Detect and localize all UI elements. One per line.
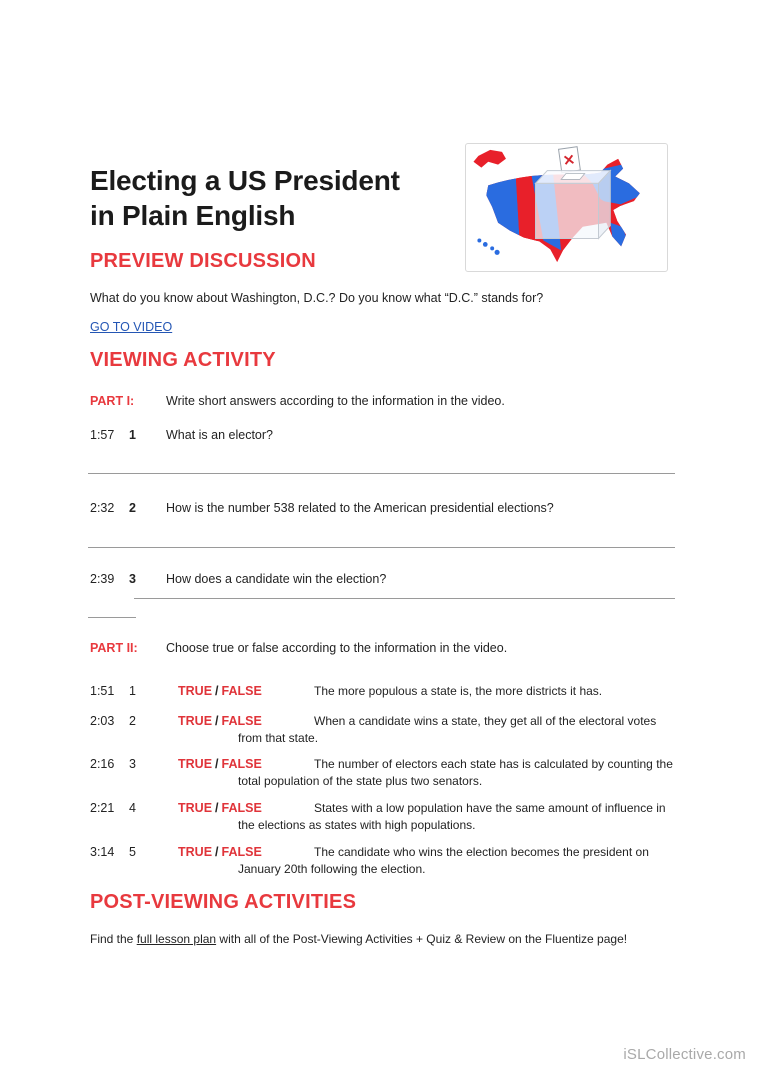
tf-statement: The more populous a state is, the more districts it has. bbox=[314, 684, 603, 698]
tf-time: 2:16 bbox=[90, 757, 115, 771]
question-number: 3 bbox=[129, 572, 136, 586]
tf-number: 3 bbox=[129, 757, 136, 771]
full-lesson-plan-link[interactable]: full lesson plan bbox=[136, 932, 217, 946]
part1-instructions: Write short answers according to the information in the video. bbox=[166, 394, 505, 408]
ballot-box bbox=[535, 171, 610, 239]
heading-post-viewing: POST-VIEWING ACTIVITIES bbox=[90, 891, 357, 913]
question-row bbox=[0, 427, 766, 444]
tf-time: 2:21 bbox=[90, 801, 115, 815]
heading-preview-discussion: PREVIEW DISCUSSION bbox=[90, 250, 316, 272]
tf-time: 1:51 bbox=[90, 684, 115, 698]
tf-number: 4 bbox=[129, 801, 136, 815]
tf-separator: / bbox=[215, 684, 219, 698]
question-row bbox=[0, 500, 766, 517]
tf-options bbox=[178, 800, 262, 817]
tf-options bbox=[178, 713, 262, 730]
us-map-graphic bbox=[466, 144, 667, 271]
tf-row bbox=[0, 683, 766, 700]
tf-options bbox=[178, 844, 262, 861]
part1-header bbox=[0, 393, 766, 410]
tf-statement: The candidate who wins the election becomes the president on January 20th following the election. bbox=[238, 845, 649, 876]
page-title-line2: in Plain English bbox=[90, 200, 296, 231]
ballot-card bbox=[559, 147, 581, 173]
part2-label: PART II: bbox=[90, 641, 138, 655]
tf-time: 3:14 bbox=[90, 845, 115, 859]
question-text: What is an elector? bbox=[166, 428, 273, 442]
true-option[interactable]: TRUE bbox=[178, 684, 213, 698]
question-text: How is the number 538 related to the American presidential elections? bbox=[166, 501, 554, 515]
tf-statement: The number of electors each state has is calculated by counting the total population of the state plus two senators. bbox=[238, 757, 673, 788]
answer-line bbox=[134, 598, 675, 599]
tf-separator: / bbox=[215, 714, 219, 728]
tf-separator: / bbox=[215, 801, 219, 815]
answer-line bbox=[88, 617, 136, 618]
true-option[interactable]: TRUE bbox=[178, 757, 213, 771]
tf-separator: / bbox=[215, 845, 219, 859]
alaska-shape bbox=[473, 150, 505, 168]
false-option[interactable]: FALSE bbox=[221, 801, 262, 815]
question-text: How does a candidate win the election? bbox=[166, 572, 387, 586]
us-election-map-image bbox=[465, 143, 668, 272]
tf-number: 5 bbox=[129, 845, 136, 859]
tf-number: 2 bbox=[129, 714, 136, 728]
tf-separator: / bbox=[215, 757, 219, 771]
question-row bbox=[0, 571, 766, 588]
heading-viewing-activity: VIEWING ACTIVITY bbox=[90, 349, 276, 371]
tf-statement: When a candidate wins a state, they get all of the electoral votes from that state. bbox=[238, 714, 657, 745]
question-time: 1:57 bbox=[90, 428, 115, 442]
tf-options bbox=[178, 683, 262, 700]
preview-question-text: What do you know about Washington, D.C.? Do you know what “D.C.” stands for? bbox=[90, 291, 544, 305]
question-time: 2:32 bbox=[90, 501, 115, 515]
false-option[interactable]: FALSE bbox=[221, 684, 262, 698]
tf-number: 1 bbox=[129, 684, 136, 698]
true-option[interactable]: TRUE bbox=[178, 845, 213, 859]
tf-statement: States with a low population have the same amount of influence in the elections as states with high populations. bbox=[238, 801, 666, 832]
page-title-line1: Electing a US President bbox=[90, 165, 400, 196]
answer-line bbox=[88, 473, 675, 474]
part2-header bbox=[0, 640, 766, 657]
hawaii-shape bbox=[477, 239, 499, 255]
true-option[interactable]: TRUE bbox=[178, 801, 213, 815]
tf-time: 2:03 bbox=[90, 714, 115, 728]
answer-line bbox=[88, 547, 675, 548]
false-option[interactable]: FALSE bbox=[221, 757, 262, 771]
tf-options bbox=[178, 756, 262, 773]
part2-instructions: Choose true or false according to the information in the video. bbox=[166, 641, 508, 655]
question-time: 2:39 bbox=[90, 572, 115, 586]
tf-row bbox=[0, 713, 766, 746]
page-title bbox=[90, 163, 400, 233]
false-option[interactable]: FALSE bbox=[221, 845, 262, 859]
post-viewing-text bbox=[90, 932, 627, 946]
question-number: 1 bbox=[129, 428, 136, 442]
tf-row bbox=[0, 844, 766, 877]
post-text-before: Find the bbox=[90, 932, 137, 946]
question-number: 2 bbox=[129, 501, 136, 515]
true-option[interactable]: TRUE bbox=[178, 714, 213, 728]
part1-label: PART I: bbox=[90, 394, 135, 408]
go-to-video-link[interactable]: GO TO VIDEO bbox=[90, 320, 173, 334]
tf-row bbox=[0, 756, 766, 789]
tf-row bbox=[0, 800, 766, 833]
false-option[interactable]: FALSE bbox=[221, 714, 262, 728]
footer-watermark: iSLCollective.com bbox=[623, 1046, 746, 1063]
post-text-after: with all of the Post-Viewing Activities + Quiz & Review on the Fluentize page! bbox=[216, 932, 628, 946]
